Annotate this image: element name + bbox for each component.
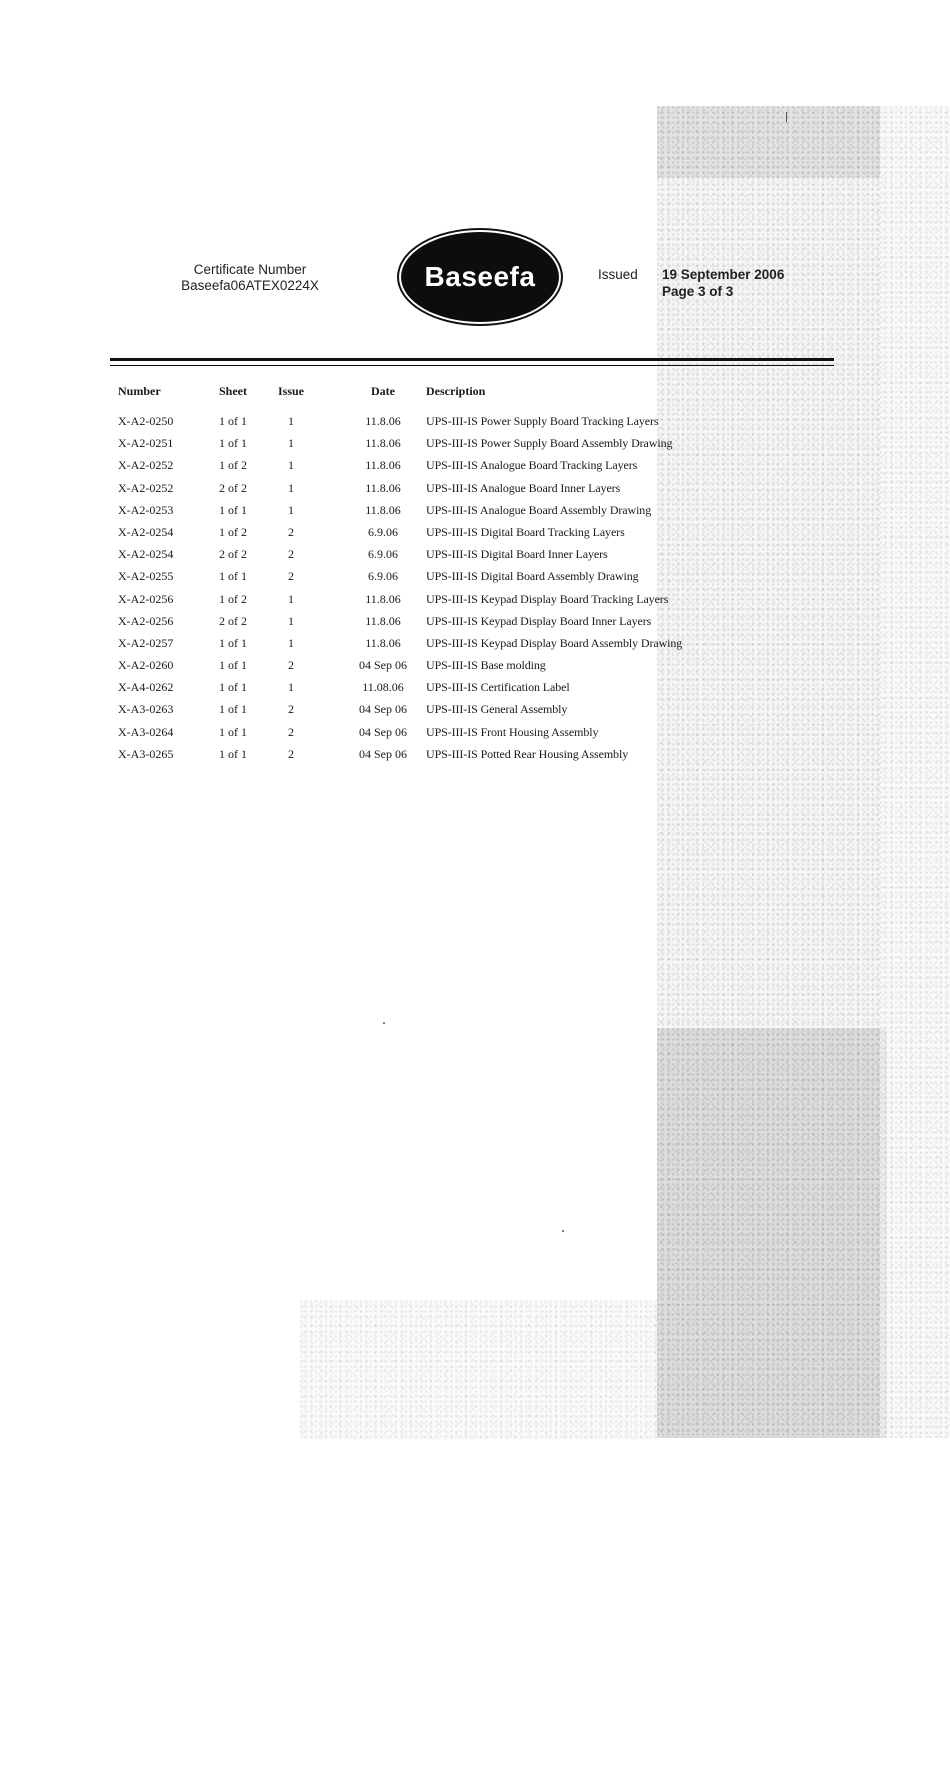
table-row (118, 592, 758, 614)
cell-number: X-A2-0260 (118, 658, 174, 673)
cell-issue: 1 (288, 613, 294, 628)
cell-number: X-A2-0250 (118, 414, 174, 428)
cell-number: X-A2-0251 (118, 436, 174, 451)
cell-number: X-A4-0262 (118, 680, 174, 695)
table-row (118, 481, 758, 503)
column-header-date: Date (371, 384, 395, 398)
cell-issue: 1 (288, 502, 294, 517)
table-header-row (118, 384, 758, 414)
cell-description: UPS-III-IS Analogue Board Inner Layers (426, 480, 621, 495)
cell-date: 04 Sep 06 (359, 702, 407, 717)
cell-issue: 2 (288, 524, 294, 539)
column-header-description: Description (426, 384, 486, 398)
scan-noise-band (657, 1028, 887, 1438)
table-row (118, 436, 758, 458)
certificate-header (0, 230, 950, 330)
cell-sheet: 1 of 1 (219, 702, 247, 717)
issued-label: Issued (598, 267, 638, 282)
cell-date: 11.8.06 (365, 436, 401, 451)
cell-number: X-A2-0255 (118, 569, 174, 584)
cell-date: 11.8.06 (365, 458, 401, 473)
cell-issue: 2 (288, 547, 294, 562)
cell-sheet: 1 of 1 (219, 724, 247, 739)
cell-issue: 1 (288, 680, 294, 695)
cell-issue: 1 (288, 458, 294, 473)
table-row (118, 636, 758, 658)
scan-noise-band (657, 106, 880, 178)
header-divider-thin (110, 365, 834, 366)
cell-sheet: 1 of 1 (219, 414, 247, 428)
page-info: Page 3 of 3 (662, 284, 734, 299)
cell-description: UPS-III-IS Analogue Board Assembly Drawing (426, 502, 652, 517)
cell-description: UPS-III-IS Analogue Board Tracking Layers (426, 458, 638, 473)
logo-text: Baseefa (424, 261, 536, 292)
column-header-issue: Issue (277, 384, 304, 398)
certificate-number-value: Baseefa06ATEX0224X (181, 278, 319, 293)
table-row (118, 458, 758, 480)
cell-issue: 1 (288, 436, 294, 451)
cell-number: X-A2-0257 (118, 635, 174, 650)
cell-sheet: 1 of 1 (219, 569, 247, 584)
cell-description: UPS-III-IS Digital Board Assembly Drawing (426, 569, 639, 584)
table-row (118, 525, 758, 547)
cell-number: X-A2-0254 (118, 547, 174, 562)
cell-date: 04 Sep 06 (359, 658, 407, 673)
cell-description: UPS-III-IS Keypad Display Board Inner Layers (426, 613, 652, 628)
cell-date: 11.8.06 (365, 414, 401, 428)
cell-sheet: 1 of 2 (219, 524, 247, 539)
column-header-number: Number (118, 384, 161, 398)
cell-sheet: 1 of 1 (219, 680, 247, 695)
cell-date: 11.8.06 (365, 591, 401, 606)
cell-date: 11.8.06 (365, 502, 401, 517)
table-row (118, 547, 758, 569)
issued-block (598, 266, 784, 300)
cell-issue: 1 (288, 480, 294, 495)
cell-date: 04 Sep 06 (359, 724, 407, 739)
cell-issue: 2 (288, 702, 294, 717)
table-row (118, 658, 758, 680)
scan-noise-band (300, 1300, 657, 1440)
cell-description: UPS-III-IS Front Housing Assembly (426, 724, 599, 739)
certificate-number-label: Certificate Number (193, 262, 307, 277)
scan-speck (383, 1022, 385, 1024)
cell-sheet: 1 of 1 (219, 658, 247, 673)
cell-date: 6.9.06 (368, 547, 398, 562)
cell-description: UPS-III-IS Potted Rear Housing Assembly (426, 746, 629, 761)
cell-sheet: 1 of 1 (219, 746, 247, 761)
table-row (118, 503, 758, 525)
cell-date: 04 Sep 06 (359, 746, 407, 761)
scan-speck (562, 1230, 564, 1232)
certificate-number-block (150, 262, 350, 294)
cell-issue: 1 (288, 414, 294, 428)
cell-description: UPS-III-IS Digital Board Inner Layers (426, 547, 608, 562)
table-body (118, 414, 758, 769)
cell-description: UPS-III-IS Keypad Display Board Assembly Drawing (426, 635, 683, 650)
cell-date: 11.8.06 (365, 635, 401, 650)
scan-speck (786, 112, 787, 122)
cell-issue: 2 (288, 724, 294, 739)
cell-description: UPS-III-IS Keypad Display Board Tracking Layers (426, 591, 669, 606)
cell-number: X-A2-0256 (118, 591, 174, 606)
cell-sheet: 1 of 1 (219, 635, 247, 650)
cell-sheet: 2 of 2 (219, 613, 247, 628)
cell-description: UPS-III-IS Power Supply Board Assembly Drawing (426, 436, 673, 451)
cell-description: UPS-III-IS Power Supply Board Tracking Layers (426, 414, 659, 428)
table-row (118, 569, 758, 591)
cell-number: X-A2-0254 (118, 524, 174, 539)
table-row (118, 614, 758, 636)
cell-date: 6.9.06 (368, 524, 398, 539)
cell-number: X-A2-0253 (118, 502, 174, 517)
cell-number: X-A2-0252 (118, 480, 174, 495)
baseefa-logo (401, 232, 559, 322)
cell-sheet: 1 of 1 (219, 502, 247, 517)
table-row (118, 747, 758, 769)
cell-issue: 2 (288, 746, 294, 761)
table-row (118, 725, 758, 747)
table-row (118, 702, 758, 724)
cell-number: X-A3-0265 (118, 746, 174, 761)
cell-number: X-A2-0252 (118, 458, 174, 473)
cell-number: X-A3-0263 (118, 702, 174, 717)
column-header-sheet: Sheet (219, 384, 247, 398)
table-row (118, 680, 758, 702)
cell-date: 11.08.06 (362, 680, 404, 695)
cell-description: UPS-III-IS Digital Board Tracking Layers (426, 524, 625, 539)
cell-date: 6.9.06 (368, 569, 398, 584)
cell-sheet: 2 of 2 (219, 480, 247, 495)
drawing-list-table (118, 384, 758, 769)
issued-date: 19 September 2006 (662, 267, 785, 282)
cell-issue: 1 (288, 635, 294, 650)
cell-number: X-A2-0256 (118, 613, 174, 628)
cell-description: UPS-III-IS General Assembly (426, 702, 568, 717)
cell-date: 11.8.06 (365, 480, 401, 495)
cell-issue: 1 (288, 591, 294, 606)
header-divider (110, 358, 834, 361)
cell-description: UPS-III-IS Certification Label (426, 680, 570, 695)
cell-description: UPS-III-IS Base molding (426, 658, 546, 673)
cell-sheet: 1 of 1 (219, 436, 247, 451)
cell-issue: 2 (288, 569, 294, 584)
cell-issue: 2 (288, 658, 294, 673)
cell-date: 11.8.06 (365, 613, 401, 628)
cell-number: X-A3-0264 (118, 724, 174, 739)
cell-sheet: 1 of 2 (219, 591, 247, 606)
table-row (118, 414, 758, 436)
cell-sheet: 2 of 2 (219, 547, 247, 562)
cell-sheet: 1 of 2 (219, 458, 247, 473)
